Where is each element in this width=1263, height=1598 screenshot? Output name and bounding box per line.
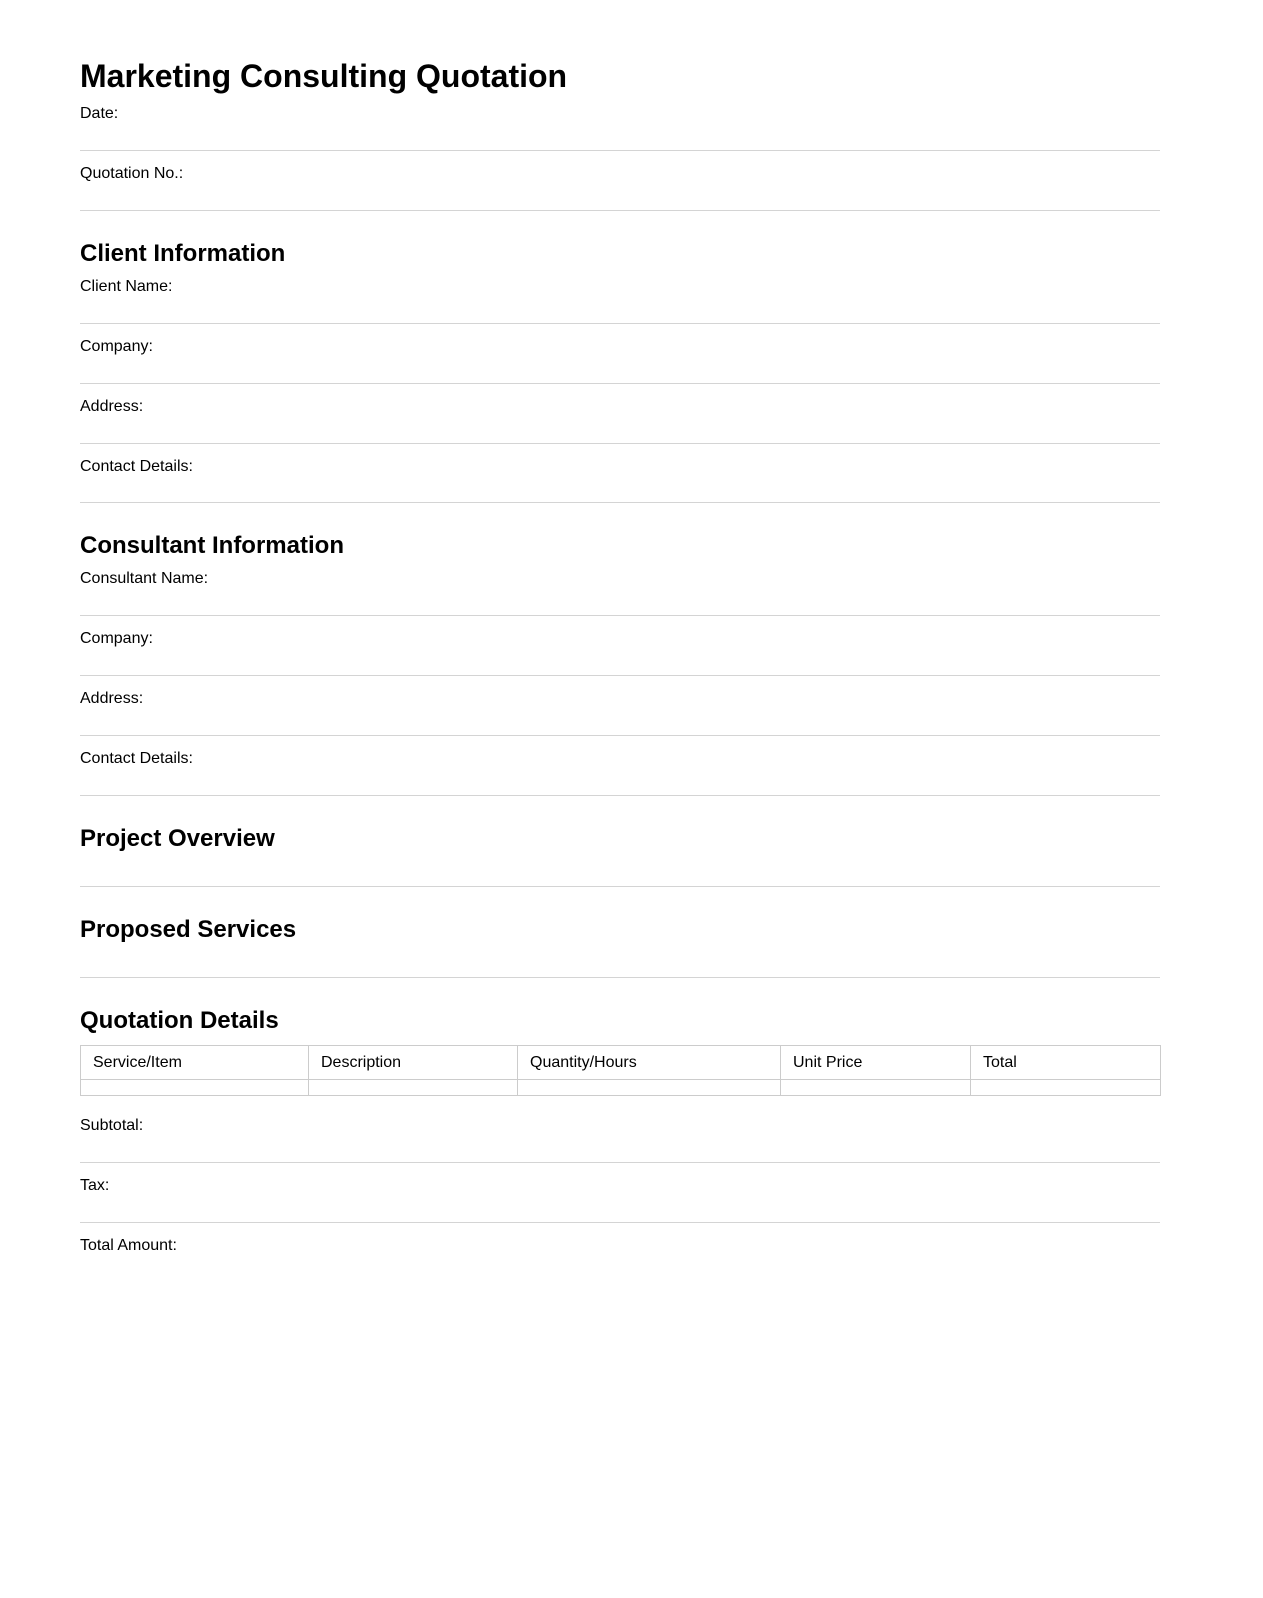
consultant-company-label: Company:	[80, 630, 153, 647]
quotation-table	[80, 1045, 1161, 1096]
consultant-contact-line	[80, 795, 1160, 796]
column-header-quantity-hours: Quantity/Hours	[518, 1046, 781, 1080]
client-name-label: Client Name:	[80, 278, 173, 295]
tax-line	[80, 1222, 1160, 1223]
consultant-address-line	[80, 735, 1160, 736]
client-contact-label: Contact Details:	[80, 458, 193, 475]
table-cell-service-item	[81, 1080, 309, 1096]
client-contact-line	[80, 502, 1160, 503]
date-label: Date:	[80, 105, 119, 122]
consultant-info-heading: Consultant Information	[80, 532, 344, 559]
subtotal-line	[80, 1162, 1160, 1163]
proposed-services-line	[80, 977, 1160, 978]
total-amount-label: Total Amount:	[80, 1237, 177, 1254]
consultant-contact-label: Contact Details:	[80, 750, 193, 767]
proposed-services-heading: Proposed Services	[80, 916, 297, 943]
table-cell-quantity-hours	[518, 1080, 781, 1096]
client-company-label: Company:	[80, 338, 153, 355]
column-header-service-item: Service/Item	[81, 1046, 309, 1080]
project-overview-line	[80, 886, 1160, 887]
quotation-no-line	[80, 210, 1160, 211]
table-cell-description	[309, 1080, 518, 1096]
table-cell-total	[971, 1080, 1161, 1096]
subtotal-label: Subtotal:	[80, 1117, 144, 1134]
consultant-address-label: Address:	[80, 690, 144, 707]
column-header-total: Total	[971, 1046, 1161, 1080]
client-company-line	[80, 383, 1160, 384]
table-row	[81, 1080, 1161, 1096]
table-cell-unit-price	[781, 1080, 971, 1096]
client-address-line	[80, 443, 1160, 444]
project-overview-heading: Project Overview	[80, 825, 275, 852]
column-header-description: Description	[309, 1046, 518, 1080]
consultant-company-line	[80, 675, 1160, 676]
consultant-name-line	[80, 615, 1160, 616]
column-header-unit-price: Unit Price	[781, 1046, 971, 1080]
date-line	[80, 150, 1160, 151]
client-name-line	[80, 323, 1160, 324]
client-address-label: Address:	[80, 398, 144, 415]
quotation-details-heading: Quotation Details	[80, 1007, 279, 1034]
quotation-no-label: Quotation No.:	[80, 165, 184, 182]
client-info-heading: Client Information	[80, 240, 286, 267]
consultant-name-label: Consultant Name:	[80, 570, 209, 587]
tax-label: Tax:	[80, 1177, 110, 1194]
table-header-row	[81, 1046, 1161, 1080]
document-title: Marketing Consulting Quotation	[80, 58, 568, 94]
